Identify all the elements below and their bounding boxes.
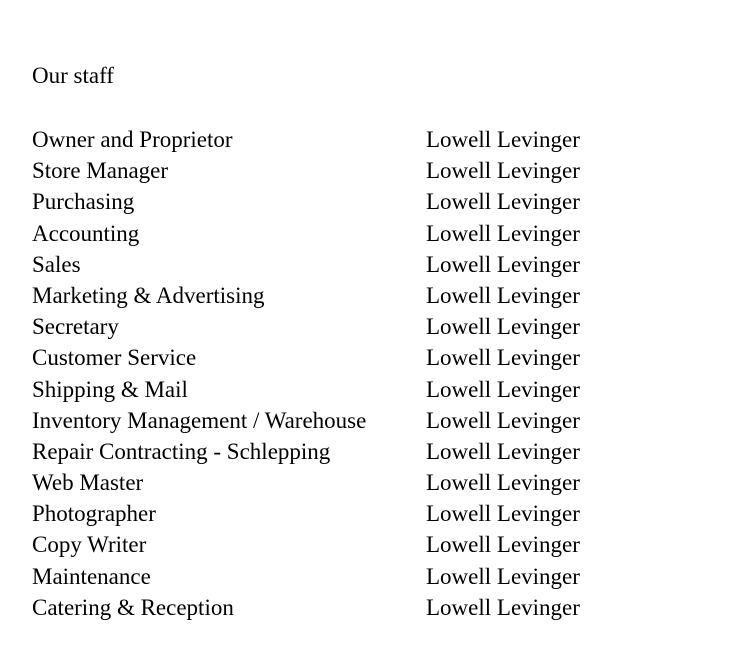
staff-role: Accounting — [32, 220, 140, 246]
staff-role: Marketing & Advertising — [32, 282, 265, 308]
staff-name: Lowell Levinger — [426, 158, 580, 184]
staff-row — [32, 186, 712, 217]
staff-row — [32, 436, 712, 467]
staff-name: Lowell Levinger — [426, 563, 580, 589]
staff-name: Lowell Levinger — [426, 314, 580, 340]
staff-row — [32, 592, 712, 623]
staff-row — [32, 467, 712, 498]
staff-role: Customer Service — [32, 345, 197, 371]
staff-name: Lowell Levinger — [426, 127, 580, 152]
staff-name: Lowell Levinger — [426, 470, 580, 496]
staff-name: Lowell Levinger — [426, 376, 580, 402]
staff-role: Secretary — [32, 314, 119, 340]
staff-row — [32, 218, 712, 249]
staff-row — [32, 249, 712, 280]
staff-name: Lowell Levinger — [426, 594, 580, 620]
staff-role: Inventory Management / Warehouse — [32, 407, 367, 433]
staff-role: Photographer — [32, 501, 156, 527]
staff-role: Store Manager — [32, 158, 169, 184]
staff-role: Sales — [32, 251, 81, 277]
staff-role: Shipping & Mail — [32, 376, 188, 402]
staff-name: Lowell Levinger — [426, 189, 580, 215]
staff-list — [32, 124, 712, 623]
staff-name: Lowell Levinger — [426, 501, 580, 527]
staff-name: Lowell Levinger — [426, 438, 580, 464]
staff-role: Owner and Proprietor — [32, 127, 233, 152]
staff-row — [32, 561, 712, 592]
staff-name: Lowell Levinger — [426, 345, 580, 371]
staff-name: Lowell Levinger — [426, 282, 580, 308]
staff-role: Maintenance — [32, 563, 151, 589]
staff-row — [32, 529, 712, 560]
staff-name: Lowell Levinger — [426, 532, 580, 558]
staff-row — [32, 311, 712, 342]
staff-row — [32, 124, 712, 155]
staff-role: Catering & Reception — [32, 594, 234, 620]
staff-row — [32, 155, 712, 186]
staff-name: Lowell Levinger — [426, 407, 580, 433]
staff-row — [32, 405, 712, 436]
staff-role: Purchasing — [32, 189, 135, 215]
staff-row — [32, 498, 712, 529]
staff-row — [32, 280, 712, 311]
page-heading: Our staff — [32, 63, 114, 88]
staff-role: Web Master — [32, 470, 144, 496]
staff-row — [32, 374, 712, 405]
staff-row — [32, 342, 712, 373]
staff-name: Lowell Levinger — [426, 251, 580, 277]
staff-role: Repair Contracting - Schlepping — [32, 438, 331, 464]
staff-name: Lowell Levinger — [426, 220, 580, 246]
staff-role: Copy Writer — [32, 532, 147, 558]
